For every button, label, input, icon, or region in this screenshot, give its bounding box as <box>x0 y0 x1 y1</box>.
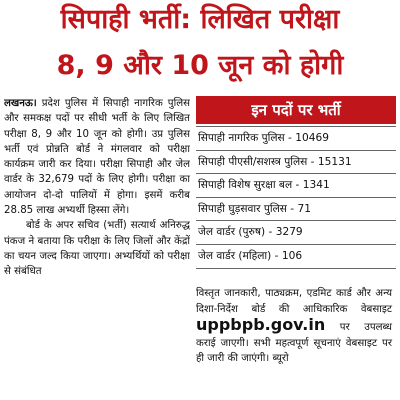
sidebar-column <box>196 96 396 400</box>
headline-line-1: सिपाही भर्ती: लिखित परीक्षा <box>60 4 340 35</box>
post-item: जेल वार्डर (महिला) - 106 <box>196 245 396 269</box>
posts-box-title: इन पदों पर भर्ती <box>196 96 396 124</box>
website-url: uppbpb.gov.in <box>196 315 326 335</box>
info-paragraph <box>196 286 392 367</box>
headline-line-2: 8, 9 और 10 जून को होगी <box>56 50 344 81</box>
article-paragraph-1-text: प्रदेश पुलिस में सिपाही नागरिक पुलिस और समकक्ष पदों पर सीधी भर्ती के लिए लिखित परीक्षा 8, 9 और 10 जून को होगी। उप्र पुलिस भर्ती एवं प्रोन्नति बोर्ड ने मंगलवार को परीक्षा कार्यक्रम जारी कर दिया। परीक्षा सिपाही और जेल वार्डर के 32,679 पदों के लिए होगी। परीक्षा का आयोजन दो-दो पालियों में होगा। इसमें करीब 28.85 लाख अभ्यर्थी हिस्सा लेंगे। <box>4 98 190 217</box>
post-item: जेल वार्डर (पुरुष) - 3279 <box>196 221 396 245</box>
info-text-before: विस्तृत जानकारी, पाठ्यक्रम, एडमिट कार्ड और अन्य दिशा-निर्देश बोर्ड की आधिकारिक वेबसाइट <box>196 288 392 315</box>
post-item: सिपाही घुड़सवार पुलिस - 71 <box>196 198 396 222</box>
article-paragraph-1 <box>4 96 190 218</box>
posts-list <box>196 126 396 269</box>
article-body <box>4 96 190 400</box>
post-item: सिपाही नागरिक पुलिस - 10469 <box>196 126 396 151</box>
info-text-after: पर उपलब्ध कराई जाएगी। सभी महत्वपूर्ण सूचनाएं वेबसाइट पर ही जारी की जाएंगी। ब्यूरो <box>196 322 392 365</box>
post-item: सिपाही विशेष सुरक्षा बल - 1341 <box>196 174 396 198</box>
dateline: लखनऊ। <box>4 98 37 109</box>
post-item: सिपाही पीएसी/सशस्त्र पुलिस - 15131 <box>196 151 396 175</box>
headline <box>0 0 400 92</box>
article-paragraph-2: बोर्ड के अपर सचिव (भर्ती) सत्यार्थ अनिरुद्ध पंकज ने बताया कि परीक्षा के लिए जिलों और केंद्रों का चयन जल्द किया जाएगा। अभ्यर्थियों को परीक्षा से संबंधित <box>4 220 190 278</box>
